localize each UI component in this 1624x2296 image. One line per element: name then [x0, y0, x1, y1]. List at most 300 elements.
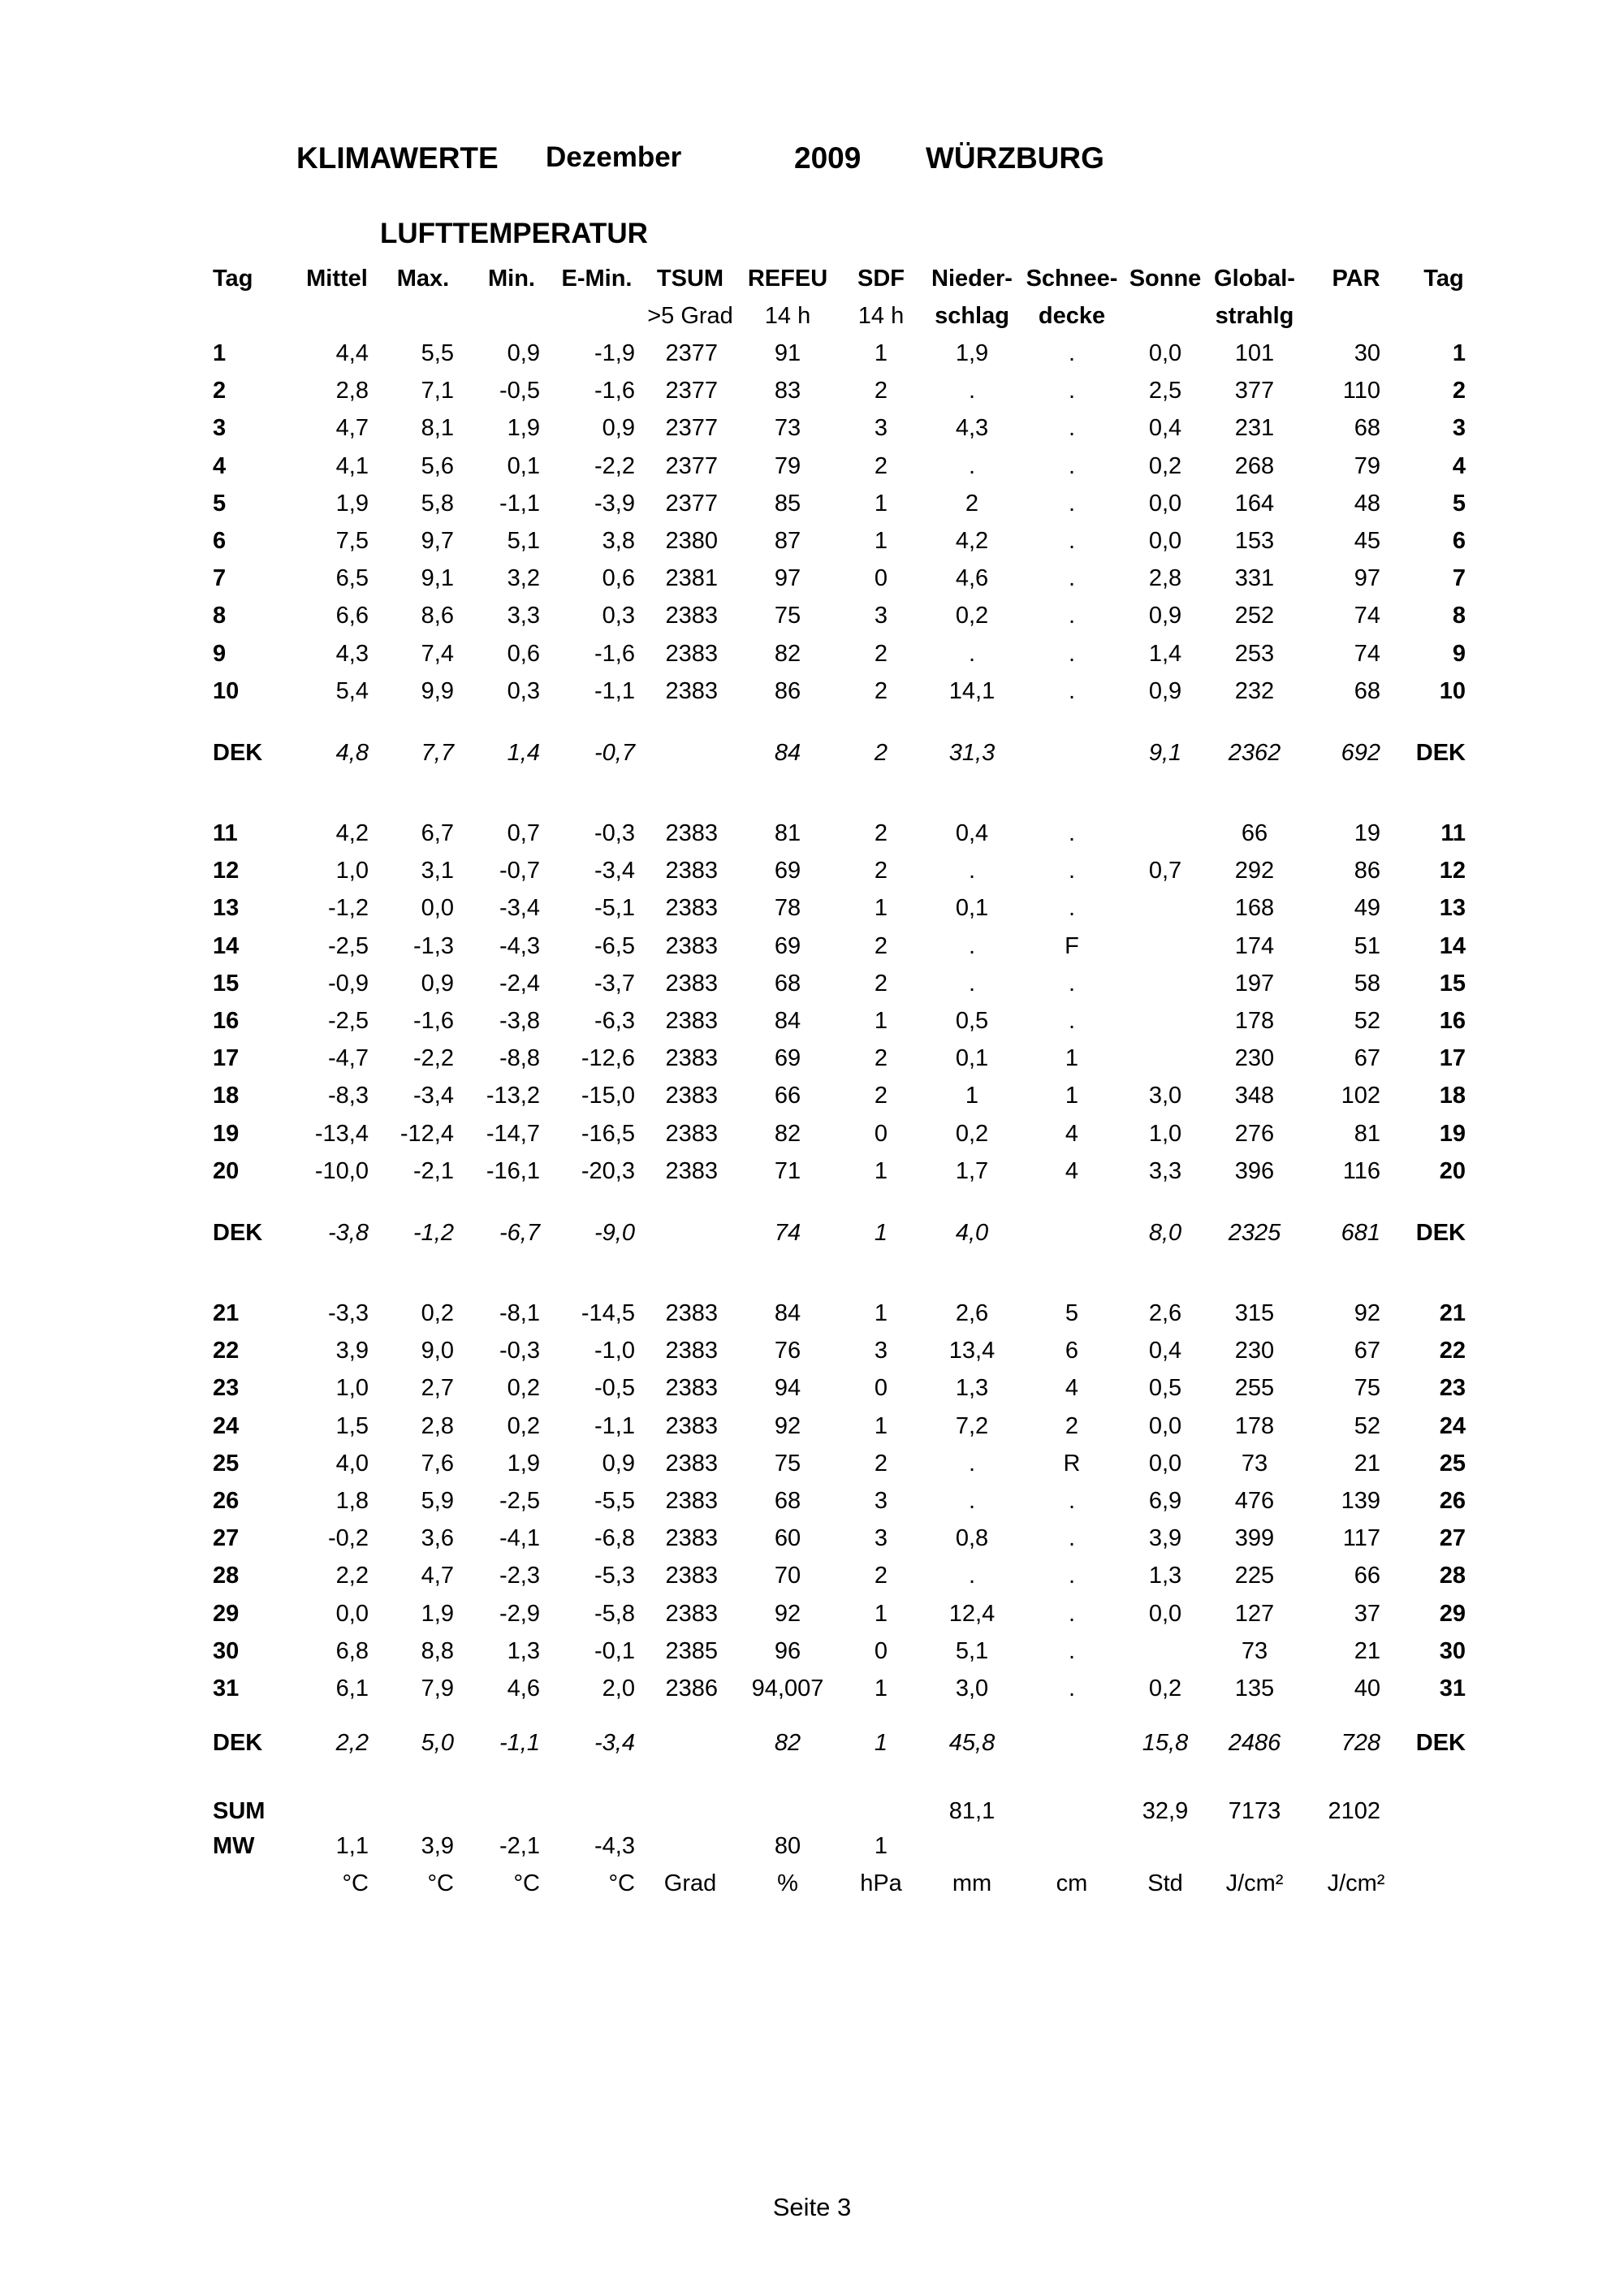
cell-sdf: 2 [874, 1563, 888, 1589]
cell-globalstrahlung: 73 [1241, 1638, 1268, 1664]
cell-max: 9,1 [421, 565, 454, 591]
cell-tag: 14 [213, 933, 240, 959]
cell-tag: MW [213, 1833, 255, 1859]
cell-globalstrahlung: J/cm² [1225, 1870, 1284, 1896]
cell-tag-right: 17 [1439, 1045, 1466, 1071]
cell-tsum: 2383 [665, 971, 718, 997]
mean-row [0, 1827, 1624, 1865]
cell-globalstrahlung: 164 [1234, 491, 1275, 517]
cell-tag-right: 31 [1439, 1676, 1466, 1701]
cell-sdf: 1 [874, 1730, 888, 1756]
cell-sdf: 1 [874, 1008, 888, 1034]
cell-sonne: 2,5 [1148, 378, 1182, 404]
cell-tsum: 2383 [665, 1413, 718, 1439]
cell-globalstrahlung: 178 [1234, 1008, 1275, 1034]
cell-max: 0,9 [421, 971, 454, 997]
cell-mittel: 0,0 [335, 1601, 369, 1627]
column-header-row [0, 260, 1624, 297]
cell-globalstrahlung: 197 [1234, 971, 1275, 997]
table-row [0, 1332, 1624, 1369]
cell-min: 3,3 [507, 603, 540, 629]
cell-niederschlag: . [968, 641, 976, 667]
cell-sdf: SDF [857, 266, 905, 292]
cell-tag: 12 [213, 858, 240, 884]
cell-min: -2,5 [499, 1488, 540, 1514]
cell-sonne: 0,5 [1148, 1375, 1182, 1401]
cell-niederschlag: 13,4 [948, 1338, 996, 1364]
cell-niederschlag: mm [952, 1870, 992, 1896]
cell-niederschlag: 1,3 [955, 1375, 989, 1401]
cell-emin: -20,3 [581, 1158, 635, 1184]
cell-schneedecke: . [1068, 1601, 1076, 1627]
cell-min: °C [513, 1870, 540, 1896]
cell-sdf: 1 [874, 1833, 888, 1859]
document-title: KLIMAWERTE [296, 141, 499, 175]
cell-max: 5,0 [421, 1730, 454, 1756]
cell-globalstrahlung: 377 [1234, 378, 1275, 404]
table-row [0, 485, 1624, 522]
cell-sdf: 3 [874, 1525, 888, 1551]
cell-globalstrahlung: 396 [1234, 1158, 1275, 1184]
cell-tag-right: 9 [1452, 641, 1466, 667]
table-row [0, 1295, 1624, 1332]
table-row [0, 672, 1624, 710]
cell-max: -12,4 [400, 1121, 454, 1147]
cell-tag: 29 [213, 1601, 240, 1627]
table-row [0, 852, 1624, 889]
cell-refeu: 82 [774, 1121, 801, 1147]
cell-mittel: 4,3 [335, 641, 369, 667]
cell-min: -1,1 [499, 491, 540, 517]
cell-max: 8,1 [421, 415, 454, 441]
cell-par: 68 [1354, 415, 1380, 441]
cell-emin: -0,3 [594, 820, 635, 846]
cell-sdf: 3 [874, 1338, 888, 1364]
cell-refeu: 82 [774, 1730, 801, 1756]
cell-tsum: 2383 [665, 1083, 718, 1109]
cell-sonne: 0,2 [1148, 453, 1182, 479]
cell-schneedecke: 2 [1065, 1413, 1079, 1439]
cell-max: 3,1 [421, 858, 454, 884]
cell-niederschlag: 0,5 [955, 1008, 989, 1034]
cell-par: 52 [1354, 1008, 1380, 1034]
cell-tsum: >5 Grad [647, 303, 733, 329]
table-row [0, 635, 1624, 672]
table-row [0, 409, 1624, 447]
cell-sdf: 2 [874, 740, 888, 766]
cell-schneedecke: . [1068, 415, 1076, 441]
cell-schneedecke: 4 [1065, 1158, 1079, 1184]
cell-min: 0,6 [507, 641, 540, 667]
cell-mittel: 1,9 [335, 491, 369, 517]
cell-tag: 17 [213, 1045, 240, 1071]
cell-schneedecke: 1 [1065, 1083, 1079, 1109]
cell-mittel: -3,8 [328, 1220, 369, 1246]
cell-par: 37 [1354, 1601, 1380, 1627]
table-row [0, 1407, 1624, 1445]
cell-tsum: 2383 [665, 1563, 718, 1589]
year-label: 2009 [794, 141, 862, 175]
cell-niederschlag: 5,1 [955, 1638, 989, 1664]
cell-schneedecke: 4 [1065, 1121, 1079, 1147]
cell-max: 7,6 [421, 1451, 454, 1477]
cell-par: 40 [1354, 1676, 1380, 1701]
cell-sdf: 2 [874, 933, 888, 959]
cell-refeu: 91 [774, 340, 801, 366]
cell-sonne: 2,8 [1148, 565, 1182, 591]
cell-globalstrahlung: Global- [1214, 266, 1295, 292]
cell-tag: 25 [213, 1451, 240, 1477]
cell-tag-right: 11 [1440, 820, 1466, 846]
cell-emin: 0,9 [602, 1451, 635, 1477]
cell-refeu: 94,007 [751, 1676, 824, 1701]
cell-sdf: 3 [874, 1488, 888, 1514]
cell-niederschlag: . [968, 1488, 976, 1514]
cell-min: 0,2 [507, 1375, 540, 1401]
units-row [0, 1865, 1624, 1902]
cell-min: 1,4 [507, 740, 540, 766]
table-row [0, 1670, 1624, 1707]
cell-tsum: 2383 [665, 1300, 718, 1326]
cell-mittel: 1,5 [335, 1413, 369, 1439]
cell-refeu: 97 [774, 565, 801, 591]
cell-emin: -1,1 [594, 678, 635, 704]
cell-niederschlag: 1 [965, 1083, 979, 1109]
cell-emin: -1,6 [594, 641, 635, 667]
cell-tag: 26 [213, 1488, 240, 1514]
cell-sonne: 2,6 [1148, 1300, 1182, 1326]
cell-sdf: 1 [874, 1300, 888, 1326]
cell-par: 45 [1354, 528, 1380, 554]
cell-sonne: 0,9 [1148, 678, 1182, 704]
cell-schneedecke: . [1068, 528, 1076, 554]
cell-mittel: -8,3 [328, 1083, 369, 1109]
cell-tsum: 2381 [665, 565, 718, 591]
cell-mittel: -2,5 [328, 933, 369, 959]
table-row [0, 1632, 1624, 1670]
cell-emin: -5,5 [594, 1488, 635, 1514]
cell-max: -2,2 [413, 1045, 454, 1071]
cell-refeu: 94 [774, 1375, 801, 1401]
cell-niederschlag: 0,1 [955, 895, 989, 921]
cell-mittel: 2,8 [335, 378, 369, 404]
cell-min: -16,1 [486, 1158, 540, 1184]
cell-schneedecke: cm [1056, 1870, 1088, 1896]
cell-schneedecke: . [1068, 1525, 1076, 1551]
cell-min: Min. [488, 266, 535, 292]
cell-mittel: 1,0 [335, 858, 369, 884]
cell-par: 110 [1342, 378, 1380, 404]
cell-emin: -6,8 [594, 1525, 635, 1551]
cell-tag: 18 [213, 1083, 240, 1109]
cell-sdf: 0 [874, 1121, 888, 1147]
cell-schneedecke: . [1068, 641, 1076, 667]
cell-schneedecke: 6 [1065, 1338, 1079, 1364]
cell-mittel: 4,0 [335, 1451, 369, 1477]
cell-globalstrahlung: 276 [1234, 1121, 1275, 1147]
cell-min: 4,6 [507, 1676, 540, 1701]
cell-tag-right: 28 [1439, 1563, 1466, 1589]
cell-max: 9,0 [421, 1338, 454, 1364]
cell-tsum: 2383 [665, 895, 718, 921]
cell-max: 6,7 [421, 820, 454, 846]
cell-refeu: 75 [774, 603, 801, 629]
cell-tag: DEK [213, 740, 263, 766]
cell-tag: 4 [213, 453, 227, 479]
cell-niederschlag: . [968, 453, 976, 479]
cell-max: 8,6 [421, 603, 454, 629]
cell-max: 7,4 [421, 641, 454, 667]
cell-sonne: 32,9 [1142, 1798, 1189, 1824]
cell-max: 2,8 [421, 1413, 454, 1439]
cell-schneedecke: . [1068, 1638, 1076, 1664]
cell-min: -8,8 [499, 1045, 540, 1071]
cell-niederschlag: 14,1 [948, 678, 996, 704]
cell-sdf: 0 [874, 1638, 888, 1664]
cell-tsum: 2383 [665, 858, 718, 884]
cell-niederschlag: 4,0 [955, 1220, 989, 1246]
cell-sdf: 1 [874, 895, 888, 921]
cell-min: -2,1 [499, 1833, 540, 1859]
cell-emin: -5,8 [594, 1601, 635, 1627]
cell-mittel: -10,0 [314, 1158, 369, 1184]
cell-max: Max. [396, 266, 450, 292]
cell-emin: -1,1 [594, 1413, 635, 1439]
cell-tsum: 2383 [665, 1601, 718, 1627]
cell-sdf: 1 [874, 1220, 888, 1246]
cell-refeu: 79 [774, 453, 801, 479]
cell-schneedecke: . [1068, 1676, 1076, 1701]
cell-niederschlag: schlag [935, 303, 1009, 329]
cell-niederschlag: 0,1 [955, 1045, 989, 1071]
cell-schneedecke: . [1068, 971, 1076, 997]
page-number: Seite 3 [772, 2193, 852, 2221]
cell-par: 97 [1354, 565, 1380, 591]
cell-tsum: 2377 [665, 491, 718, 517]
cell-refeu: 85 [774, 491, 801, 517]
cell-schneedecke: . [1068, 340, 1076, 366]
cell-emin: -14,5 [581, 1300, 635, 1326]
cell-emin: -3,9 [594, 491, 635, 517]
cell-sdf: 2 [874, 820, 888, 846]
cell-sdf: 3 [874, 603, 888, 629]
cell-refeu: 96 [774, 1638, 801, 1664]
cell-mittel: 4,4 [335, 340, 369, 366]
cell-schneedecke: 5 [1065, 1300, 1079, 1326]
cell-tag: 31 [213, 1676, 240, 1701]
cell-max: 5,9 [421, 1488, 454, 1514]
cell-tag: 23 [213, 1375, 240, 1401]
cell-tag: 15 [213, 971, 240, 997]
cell-sonne: 15,8 [1142, 1730, 1189, 1756]
cell-niederschlag: . [968, 858, 976, 884]
cell-tsum: 2383 [665, 1045, 718, 1071]
cell-niederschlag: Nieder- [931, 266, 1013, 292]
cell-mittel: -0,9 [328, 971, 369, 997]
cell-mittel: 5,4 [335, 678, 369, 704]
cell-sdf: 2 [874, 1045, 888, 1071]
cell-max: -1,2 [413, 1220, 454, 1246]
cell-max: 8,8 [421, 1638, 454, 1664]
cell-max: °C [427, 1870, 454, 1896]
cell-sonne: 0,0 [1148, 1413, 1182, 1439]
cell-tag: 5 [213, 491, 227, 517]
cell-min: 1,3 [507, 1638, 540, 1664]
cell-refeu: 14 h [764, 303, 811, 329]
cell-par: 116 [1342, 1158, 1380, 1184]
cell-tag: 9 [213, 641, 227, 667]
cell-tag: SUM [213, 1798, 266, 1824]
cell-schneedecke: . [1068, 895, 1076, 921]
cell-globalstrahlung: 2325 [1228, 1220, 1281, 1246]
cell-globalstrahlung: 2486 [1228, 1730, 1281, 1756]
cell-max: 7,1 [421, 378, 454, 404]
cell-mittel: -13,4 [314, 1121, 369, 1147]
cell-sonne: 0,7 [1148, 858, 1182, 884]
cell-tag: 6 [213, 528, 227, 554]
cell-par: 79 [1354, 453, 1380, 479]
cell-sdf: 2 [874, 971, 888, 997]
cell-sonne: 8,0 [1148, 1220, 1182, 1246]
cell-max: 1,9 [421, 1601, 454, 1627]
cell-tag: DEK [213, 1730, 263, 1756]
cell-refeu: 68 [774, 971, 801, 997]
cell-par: 67 [1354, 1338, 1380, 1364]
cell-tsum: 2383 [665, 1525, 718, 1551]
cell-sonne: 0,9 [1148, 603, 1182, 629]
cell-schneedecke: . [1068, 453, 1076, 479]
cell-sonne: 0,4 [1148, 415, 1182, 441]
cell-max: 0,0 [421, 895, 454, 921]
cell-emin: -5,3 [594, 1563, 635, 1589]
cell-tsum: 2380 [665, 528, 718, 554]
cell-par: 30 [1354, 340, 1380, 366]
cell-min: 1,9 [507, 415, 540, 441]
cell-sdf: 14 h [857, 303, 905, 329]
cell-min: -0,3 [499, 1338, 540, 1364]
table-row [0, 927, 1624, 965]
cell-schneedecke: . [1068, 1488, 1076, 1514]
city-label: WÜRZBURG [926, 141, 1104, 175]
cell-refeu: 76 [774, 1338, 801, 1364]
cell-refeu: 69 [774, 933, 801, 959]
cell-refeu: REFEU [747, 266, 828, 292]
dekade-summary-row [0, 1724, 1624, 1762]
cell-emin: -2,2 [594, 453, 635, 479]
cell-globalstrahlung: 101 [1234, 340, 1275, 366]
cell-sdf: 2 [874, 678, 888, 704]
cell-refeu: 83 [774, 378, 801, 404]
cell-niederschlag: 12,4 [948, 1601, 996, 1627]
cell-max: 7,9 [421, 1676, 454, 1701]
cell-tag: 24 [213, 1413, 240, 1439]
cell-sonne: 6,9 [1148, 1488, 1182, 1514]
cell-sdf: 2 [874, 1083, 888, 1109]
cell-min: 3,2 [507, 565, 540, 591]
cell-tag-right: 21 [1439, 1300, 1466, 1326]
cell-niederschlag: . [968, 378, 976, 404]
cell-mittel: 4,7 [335, 415, 369, 441]
cell-min: -14,7 [486, 1121, 540, 1147]
cell-tag-right: 30 [1439, 1638, 1466, 1664]
cell-globalstrahlung: 315 [1234, 1300, 1275, 1326]
cell-min: -0,7 [499, 858, 540, 884]
table-row [0, 889, 1624, 927]
cell-max: 4,7 [421, 1563, 454, 1589]
cell-par: 21 [1354, 1638, 1380, 1664]
cell-sonne: 0,0 [1148, 528, 1182, 554]
cell-refeu: 80 [774, 1833, 801, 1859]
cell-refeu: 84 [774, 1008, 801, 1034]
cell-refeu: 75 [774, 1451, 801, 1477]
cell-globalstrahlung: 399 [1234, 1525, 1275, 1551]
cell-par: 67 [1354, 1045, 1380, 1071]
cell-schneedecke: 1 [1065, 1045, 1079, 1071]
cell-mittel: 4,1 [335, 453, 369, 479]
cell-refeu: % [777, 1870, 798, 1896]
cell-min: -4,3 [499, 933, 540, 959]
cell-globalstrahlung: 135 [1234, 1676, 1275, 1701]
cell-emin: °C [608, 1870, 635, 1896]
cell-refeu: 84 [774, 1300, 801, 1326]
cell-mittel: °C [342, 1870, 369, 1896]
cell-par: 74 [1354, 603, 1380, 629]
cell-schneedecke: 4 [1065, 1375, 1079, 1401]
cell-par: 49 [1354, 895, 1380, 921]
cell-emin: -1,6 [594, 378, 635, 404]
cell-tag-right: 24 [1439, 1413, 1466, 1439]
cell-tag: 30 [213, 1638, 240, 1664]
cell-sdf: 1 [874, 491, 888, 517]
cell-schneedecke: . [1068, 603, 1076, 629]
cell-tsum: 2383 [665, 603, 718, 629]
cell-min: 1,9 [507, 1451, 540, 1477]
cell-niederschlag: 31,3 [948, 740, 996, 766]
cell-refeu: 68 [774, 1488, 801, 1514]
cell-min: 5,1 [507, 528, 540, 554]
cell-globalstrahlung: 174 [1234, 933, 1275, 959]
cell-min: -13,2 [486, 1083, 540, 1109]
cell-min: -3,4 [499, 895, 540, 921]
dekade-summary-row [0, 1214, 1624, 1252]
cell-min: -2,9 [499, 1601, 540, 1627]
cell-sdf: 1 [874, 1158, 888, 1184]
cell-emin: -12,6 [581, 1045, 635, 1071]
cell-tag: 10 [213, 678, 240, 704]
cell-globalstrahlung: 230 [1234, 1338, 1275, 1364]
cell-sonne: 9,1 [1148, 740, 1182, 766]
table-row [0, 1557, 1624, 1594]
cell-max: 3,6 [421, 1525, 454, 1551]
cell-tsum: 2385 [665, 1638, 718, 1664]
cell-niederschlag: 1,7 [955, 1158, 989, 1184]
table-row [0, 372, 1624, 409]
cell-par: 58 [1354, 971, 1380, 997]
cell-schneedecke: . [1068, 491, 1076, 517]
cell-globalstrahlung: 231 [1234, 415, 1275, 441]
cell-globalstrahlung: 252 [1234, 603, 1275, 629]
cell-tag-right: 15 [1439, 971, 1466, 997]
cell-tsum: 2383 [665, 1158, 718, 1184]
cell-min: -2,4 [499, 971, 540, 997]
column-subheader-row [0, 297, 1624, 335]
cell-globalstrahlung: 331 [1234, 565, 1275, 591]
cell-emin: -4,3 [594, 1833, 635, 1859]
cell-tsum: 2377 [665, 453, 718, 479]
cell-schneedecke: . [1068, 858, 1076, 884]
cell-niederschlag: 2,6 [955, 1300, 989, 1326]
cell-tag-right: 7 [1452, 565, 1466, 591]
